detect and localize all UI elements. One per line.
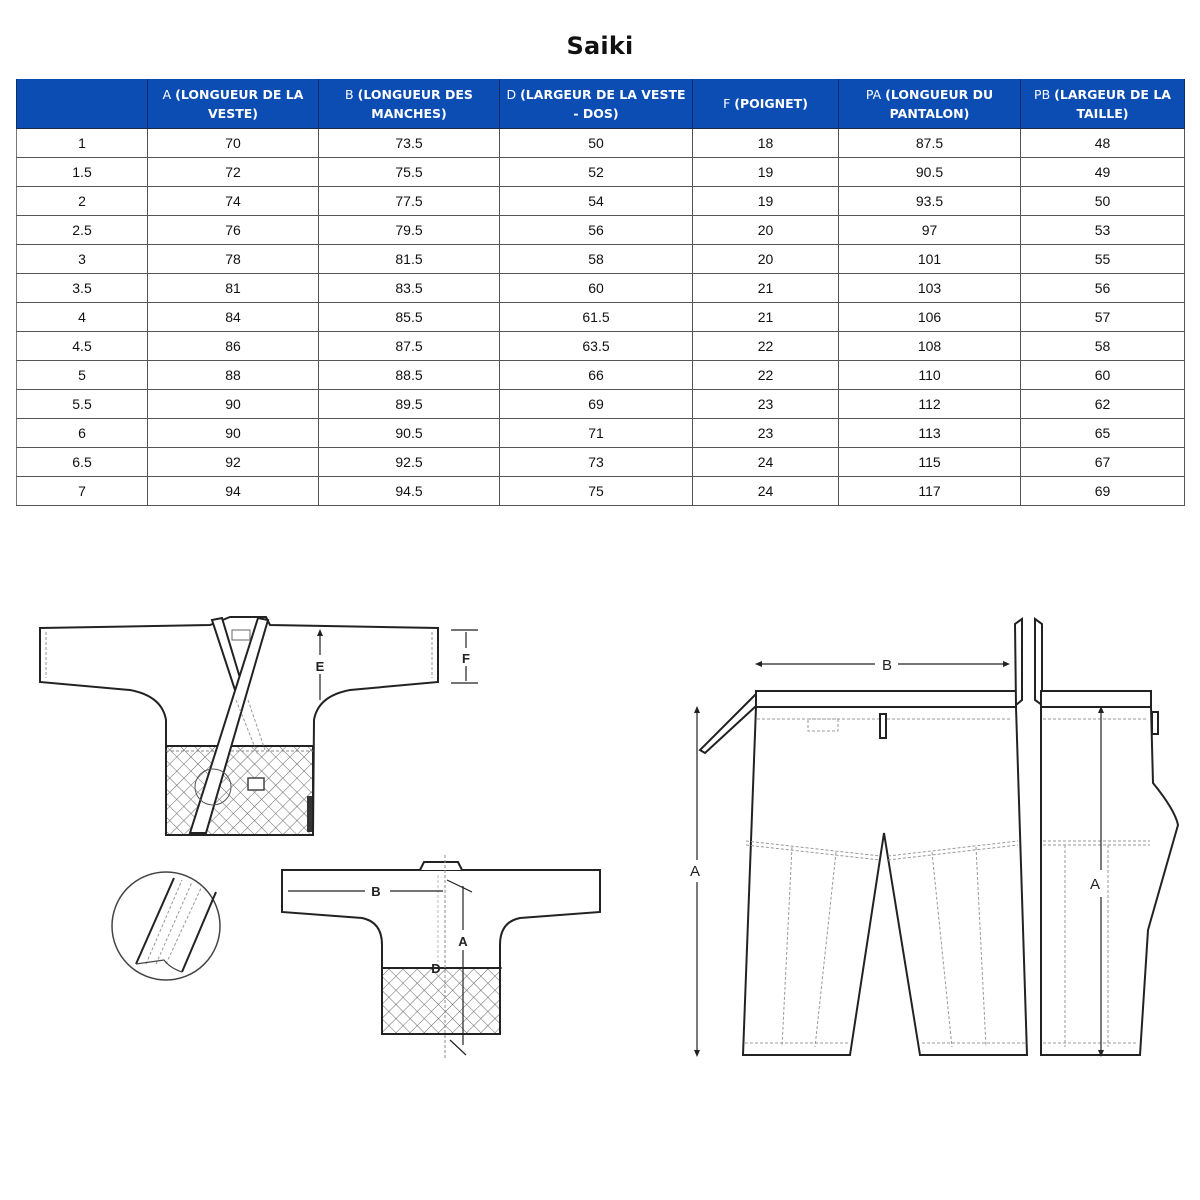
measurement-cell: 76 bbox=[148, 216, 319, 245]
measurement-cell: 90 bbox=[148, 419, 319, 448]
page-title: Saiki bbox=[566, 32, 634, 60]
column-header-a bbox=[148, 79, 319, 129]
dimension-label-f: F bbox=[462, 651, 470, 666]
column-header-label: (POIGNET) bbox=[734, 96, 808, 111]
column-header-code: PB bbox=[1034, 86, 1051, 102]
dimension-label-d: D bbox=[431, 961, 441, 976]
size-cell: 1.5 bbox=[17, 158, 148, 187]
table-header-row bbox=[17, 79, 1185, 129]
measurement-cell: 57 bbox=[1021, 303, 1185, 332]
column-header-pb bbox=[1021, 79, 1185, 129]
measurement-cell: 69 bbox=[1021, 477, 1185, 506]
table-row bbox=[17, 390, 1185, 419]
measurement-cell: 53 bbox=[1021, 216, 1185, 245]
size-chart-table bbox=[16, 79, 1185, 506]
measurement-cell: 94 bbox=[148, 477, 319, 506]
table-row bbox=[17, 303, 1185, 332]
measurement-cell: 54 bbox=[500, 187, 693, 216]
column-header-code: PA bbox=[865, 86, 882, 102]
measurement-cell: 21 bbox=[693, 303, 839, 332]
measurement-cell: 24 bbox=[693, 477, 839, 506]
measurement-cell: 81 bbox=[148, 274, 319, 303]
size-cell: 5 bbox=[17, 361, 148, 390]
measurement-cell: 63.5 bbox=[500, 332, 693, 361]
measurement-cell: 22 bbox=[693, 361, 839, 390]
measurement-cell: 103 bbox=[839, 274, 1021, 303]
measurement-cell: 48 bbox=[1021, 129, 1185, 158]
stitching-detail-diagram bbox=[108, 868, 224, 984]
table-row bbox=[17, 332, 1185, 361]
measurement-cell: 88 bbox=[148, 361, 319, 390]
measurement-cell: 52 bbox=[500, 158, 693, 187]
measurement-cell: 58 bbox=[1021, 332, 1185, 361]
measurement-cell: 69 bbox=[500, 390, 693, 419]
column-header-code: D bbox=[506, 86, 517, 102]
measurement-cell: 90.5 bbox=[839, 158, 1021, 187]
size-cell: 4 bbox=[17, 303, 148, 332]
measurement-cell: 93.5 bbox=[839, 187, 1021, 216]
measurement-cell: 71 bbox=[500, 419, 693, 448]
pants-dimension-label-a-side: A bbox=[1089, 876, 1101, 893]
measurement-cell: 50 bbox=[500, 129, 693, 158]
column-header-f bbox=[693, 79, 839, 129]
measurement-cell: 73 bbox=[500, 448, 693, 477]
measurement-cell: 88.5 bbox=[319, 361, 500, 390]
column-header-code: B bbox=[345, 86, 354, 102]
measurement-cell: 117 bbox=[839, 477, 1021, 506]
measurement-cell: 94.5 bbox=[319, 477, 500, 506]
pants-dimension-label-a-front: A bbox=[689, 863, 701, 880]
measurement-cell: 84 bbox=[148, 303, 319, 332]
measurement-cell: 49 bbox=[1021, 158, 1185, 187]
measurement-cell: 113 bbox=[839, 419, 1021, 448]
measurement-cell: 56 bbox=[1021, 274, 1185, 303]
size-cell: 4.5 bbox=[17, 332, 148, 361]
measurement-cell: 115 bbox=[839, 448, 1021, 477]
measurement-cell: 66 bbox=[500, 361, 693, 390]
measurement-cell: 23 bbox=[693, 419, 839, 448]
measurement-cell: 87.5 bbox=[319, 332, 500, 361]
column-header-label: (LONGUEUR DES MANCHES) bbox=[357, 86, 473, 121]
measurement-cell: 65 bbox=[1021, 419, 1185, 448]
measurement-cell: 92.5 bbox=[319, 448, 500, 477]
table-row bbox=[17, 129, 1185, 158]
measurement-cell: 62 bbox=[1021, 390, 1185, 419]
measurement-cell: 56 bbox=[500, 216, 693, 245]
table-row bbox=[17, 477, 1185, 506]
column-header-label: (LARGEUR DE LA TAILLE) bbox=[1054, 86, 1171, 121]
column-header-code: A bbox=[162, 86, 172, 102]
measurement-cell: 106 bbox=[839, 303, 1021, 332]
column-header-label: (LONGUEUR DU PANTALON) bbox=[885, 86, 994, 121]
measurement-cell: 101 bbox=[839, 245, 1021, 274]
measurement-cell: 108 bbox=[839, 332, 1021, 361]
measurement-cell: 60 bbox=[500, 274, 693, 303]
jacket-front-diagram bbox=[30, 610, 490, 850]
measurement-cell: 19 bbox=[693, 187, 839, 216]
size-cell: 3 bbox=[17, 245, 148, 274]
measurement-cell: 92 bbox=[148, 448, 319, 477]
size-cell: 6.5 bbox=[17, 448, 148, 477]
column-header-d bbox=[500, 79, 693, 129]
measurement-cell: 90.5 bbox=[319, 419, 500, 448]
jacket-back-diagram bbox=[270, 850, 610, 1060]
measurement-cell: 70 bbox=[148, 129, 319, 158]
size-cell: 6 bbox=[17, 419, 148, 448]
size-cell: 2.5 bbox=[17, 216, 148, 245]
table-row bbox=[17, 245, 1185, 274]
measurement-cell: 23 bbox=[693, 390, 839, 419]
column-header-code: F bbox=[723, 96, 731, 111]
measurement-cell: 20 bbox=[693, 216, 839, 245]
measurement-cell: 77.5 bbox=[319, 187, 500, 216]
measurement-cell: 21 bbox=[693, 274, 839, 303]
size-cell: 1 bbox=[17, 129, 148, 158]
column-header-pa bbox=[839, 79, 1021, 129]
measurement-cell: 58 bbox=[500, 245, 693, 274]
size-cell: 7 bbox=[17, 477, 148, 506]
measurement-cell: 85.5 bbox=[319, 303, 500, 332]
measurement-cell: 78 bbox=[148, 245, 319, 274]
measurement-cell: 60 bbox=[1021, 361, 1185, 390]
measurement-cell: 97 bbox=[839, 216, 1021, 245]
pants-diagram bbox=[680, 610, 1190, 1070]
measurement-cell: 18 bbox=[693, 129, 839, 158]
measurement-cell: 55 bbox=[1021, 245, 1185, 274]
table-row bbox=[17, 419, 1185, 448]
measurement-cell: 72 bbox=[148, 158, 319, 187]
measurement-cell: 67 bbox=[1021, 448, 1185, 477]
column-header-label: (LONGUEUR DE LA VESTE) bbox=[175, 86, 304, 121]
column-header-size bbox=[17, 79, 148, 129]
measurement-cell: 50 bbox=[1021, 187, 1185, 216]
table-row bbox=[17, 361, 1185, 390]
measurement-cell: 20 bbox=[693, 245, 839, 274]
column-header-label: (LARGEUR DE LA VESTE - DOS) bbox=[520, 86, 686, 121]
measurement-cell: 75.5 bbox=[319, 158, 500, 187]
size-cell: 2 bbox=[17, 187, 148, 216]
table-body bbox=[17, 129, 1185, 506]
measurement-cell: 86 bbox=[148, 332, 319, 361]
table-row bbox=[17, 158, 1185, 187]
dimension-label-b: B bbox=[371, 884, 381, 899]
measurement-cell: 81.5 bbox=[319, 245, 500, 274]
measurement-cell: 61.5 bbox=[500, 303, 693, 332]
pants-dimension-label-b: B bbox=[881, 657, 893, 674]
dimension-label-e: E bbox=[315, 659, 325, 674]
measurement-cell: 73.5 bbox=[319, 129, 500, 158]
table-row bbox=[17, 448, 1185, 477]
size-cell: 5.5 bbox=[17, 390, 148, 419]
measurement-cell: 22 bbox=[693, 332, 839, 361]
dimension-label-a: A bbox=[458, 934, 468, 949]
measurement-cell: 19 bbox=[693, 158, 839, 187]
measurement-cell: 110 bbox=[839, 361, 1021, 390]
measurement-cell: 24 bbox=[693, 448, 839, 477]
size-cell: 3.5 bbox=[17, 274, 148, 303]
measurement-cell: 90 bbox=[148, 390, 319, 419]
measurement-cell: 87.5 bbox=[839, 129, 1021, 158]
measurement-cell: 79.5 bbox=[319, 216, 500, 245]
measurement-cell: 74 bbox=[148, 187, 319, 216]
table-row bbox=[17, 274, 1185, 303]
table-row bbox=[17, 187, 1185, 216]
measurement-cell: 75 bbox=[500, 477, 693, 506]
measurement-cell: 83.5 bbox=[319, 274, 500, 303]
measurement-cell: 89.5 bbox=[319, 390, 500, 419]
table-row bbox=[17, 216, 1185, 245]
measurement-cell: 112 bbox=[839, 390, 1021, 419]
column-header-b bbox=[319, 79, 500, 129]
